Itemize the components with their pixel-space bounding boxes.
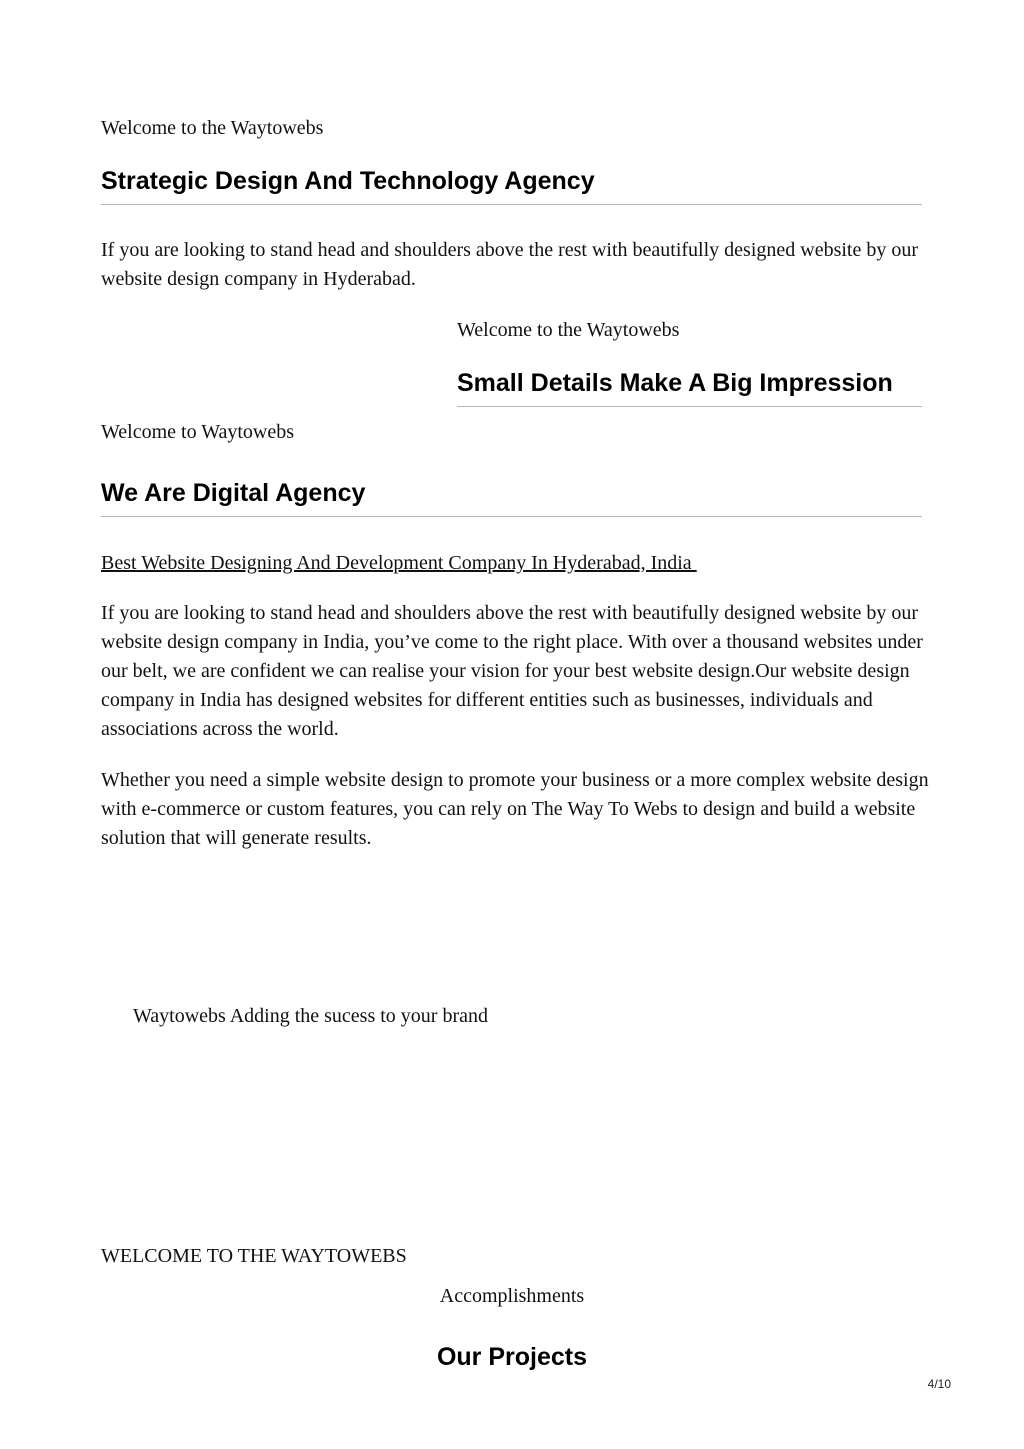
our-projects-heading: Our Projects	[436, 1343, 588, 1371]
section3-paragraph-2: Whether you need a simple website design to promote your business or a more complex website design with e-commerce or custom features, you can rely on The Way To Webs to design and build a website solution that will generate results.	[101, 769, 929, 849]
section2-divider	[457, 406, 922, 407]
brand-tagline: Waytowebs Adding the sucess to your brand	[133, 1005, 488, 1027]
section1-heading: Strategic Design And Technology Agency	[101, 167, 595, 195]
section2-eyebrow: Welcome to the Waytowebs	[457, 319, 680, 341]
section1-eyebrow: Welcome to the Waytowebs	[101, 117, 324, 139]
page-number: 4/10	[927, 1377, 951, 1391]
accomplishments-subheading: Accomplishments	[439, 1285, 585, 1307]
section1-body: If you are looking to stand head and shoulders above the rest with beautifully designed website by our website design company in Hyderabad.	[101, 239, 919, 290]
section3-heading: We Are Digital Agency	[101, 479, 366, 507]
section3-divider	[101, 516, 922, 517]
section3-eyebrow: Welcome to Waytowebs	[101, 421, 295, 443]
section4-eyebrow: WELCOME TO THE WAYTOWEBS	[101, 1245, 407, 1267]
section1-divider	[101, 204, 922, 205]
best-website-company-link[interactable]: Best Website Designing And Development Company In Hyderabad, India	[101, 552, 697, 574]
section3-paragraph-1: If you are looking to stand head and shoulders above the rest with beautifully designed website by our website design company in India, you’ve come to the right place. With over a thousand websites under our belt, we are confident we can realise your vision for your best website design.Our website design company in India has designed websites for different entities such as businesses, individuals and associations across the world.	[101, 602, 923, 740]
section2-heading: Small Details Make A Big Impression	[457, 369, 893, 397]
